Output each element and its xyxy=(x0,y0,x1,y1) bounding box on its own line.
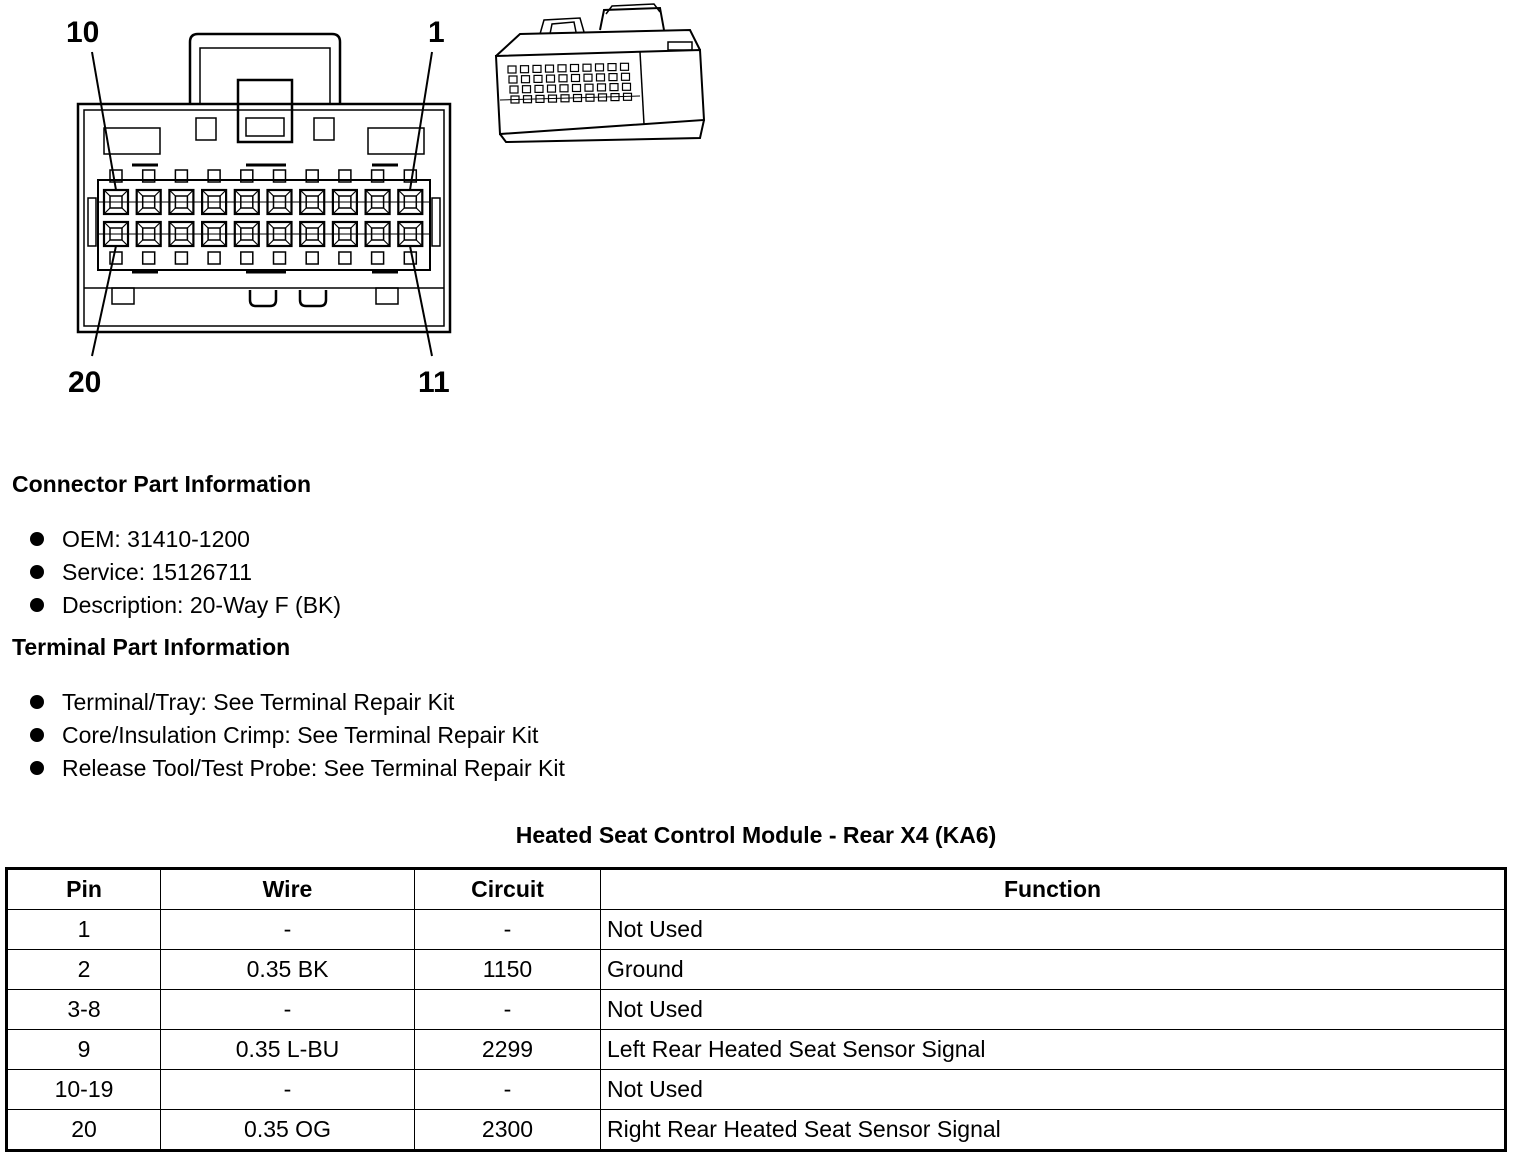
header-wire: Wire xyxy=(161,869,415,910)
cavity-3d xyxy=(547,75,555,82)
cell-wire: 0.35 BK xyxy=(161,950,415,990)
cavity-3d xyxy=(585,84,593,91)
cavity-3d xyxy=(572,75,580,82)
pin-label-10: 10 xyxy=(66,16,100,49)
bullet-text: Terminal/Tray: See Terminal Repair Kit xyxy=(62,689,455,715)
connector-face-drawing xyxy=(78,34,450,332)
cavity-3d xyxy=(546,65,554,72)
bullet-text: Release Tool/Test Probe: See Terminal Repair Kit xyxy=(62,755,565,781)
pin-table xyxy=(5,867,1507,1152)
cell-function: Not Used xyxy=(601,910,1506,950)
cavity-3d xyxy=(535,85,543,92)
terminal-part-info-heading: Terminal Part Information xyxy=(12,634,291,660)
pin-latch-window xyxy=(274,252,286,264)
cavity-3d xyxy=(622,73,630,80)
table-row xyxy=(7,1030,1506,1070)
cavity-3d xyxy=(521,66,529,73)
cell-pin: 2 xyxy=(7,950,161,990)
cavity-3d xyxy=(558,65,566,72)
cell-wire: - xyxy=(161,1070,415,1110)
cavity-3d xyxy=(598,84,606,91)
cavity-3d xyxy=(571,65,579,72)
pin-latch-window xyxy=(241,252,253,264)
table-row xyxy=(7,950,1506,990)
cavity-3d xyxy=(559,75,567,82)
cavity-3d xyxy=(548,85,556,92)
cavity-3d xyxy=(583,64,591,71)
bullet-dot xyxy=(30,695,44,709)
pin-cavities xyxy=(98,170,430,264)
connector-part-info-heading: Connector Part Information xyxy=(12,471,312,497)
bullet-dot xyxy=(30,728,44,742)
pin-latch-window xyxy=(143,252,155,264)
bullet-text: Service: 15126711 xyxy=(62,559,253,585)
cell-pin: 20 xyxy=(7,1110,161,1151)
cell-wire: 0.35 OG xyxy=(161,1110,415,1151)
cell-wire: - xyxy=(161,990,415,1030)
table-row xyxy=(7,1110,1506,1151)
cell-circuit: 2300 xyxy=(415,1110,601,1151)
pin-latch-window xyxy=(306,252,318,264)
cell-circuit: 2299 xyxy=(415,1030,601,1070)
table-header-row xyxy=(7,869,1506,910)
pin-label-1: 1 xyxy=(428,16,445,49)
cell-pin: 10-19 xyxy=(7,1070,161,1110)
cavity-3d xyxy=(610,84,618,91)
cavity-3d xyxy=(523,86,531,93)
cavity-3d xyxy=(584,74,592,81)
pin-latch-window xyxy=(208,252,220,264)
bullet-dot xyxy=(30,598,44,612)
table-row xyxy=(7,990,1506,1030)
bullet-text: OEM: 31410-1200 xyxy=(62,526,250,552)
terminal-part-info-list xyxy=(28,686,565,785)
cavity-3d xyxy=(623,83,631,90)
cell-pin: 9 xyxy=(7,1030,161,1070)
table-row xyxy=(7,910,1506,950)
cavity-3d xyxy=(573,85,581,92)
bullet-item xyxy=(28,752,565,785)
pin-latch-window xyxy=(175,252,187,264)
bullet-text: Core/Insulation Crimp: See Terminal Repair Kit xyxy=(62,722,539,748)
cavity-3d xyxy=(510,86,518,93)
cell-wire: 0.35 L-BU xyxy=(161,1030,415,1070)
pin-label-20: 20 xyxy=(68,366,102,399)
pin-latch-window xyxy=(404,252,416,264)
cell-function: Not Used xyxy=(601,1070,1506,1110)
bullet-item xyxy=(28,589,341,622)
bullet-text: Description: 20-Way F (BK) xyxy=(62,592,342,618)
cavity-3d xyxy=(522,76,530,83)
bullet-dot xyxy=(30,565,44,579)
header-pin: Pin xyxy=(7,869,161,910)
cavity-3d xyxy=(597,74,605,81)
cell-function: Left Rear Heated Seat Sensor Signal xyxy=(601,1030,1506,1070)
table-row xyxy=(7,1070,1506,1110)
cell-function: Ground xyxy=(601,950,1506,990)
cavity-3d xyxy=(621,63,629,70)
cell-pin: 1 xyxy=(7,910,161,950)
connector-figure xyxy=(0,0,760,410)
cell-pin: 3-8 xyxy=(7,990,161,1030)
cell-wire: - xyxy=(161,910,415,950)
header-function: Function xyxy=(601,869,1506,910)
header-circuit: Circuit xyxy=(415,869,601,910)
pin-latch-window xyxy=(372,252,384,264)
bullet-dot xyxy=(30,532,44,546)
cell-circuit: - xyxy=(415,910,601,950)
pin-label-11: 11 xyxy=(418,366,450,399)
bullet-item xyxy=(28,719,565,752)
cavity-3d xyxy=(509,76,517,83)
bullet-item xyxy=(28,556,341,589)
connector-part-info-list xyxy=(28,523,341,622)
cell-circuit: - xyxy=(415,1070,601,1110)
cavity-3d xyxy=(608,64,616,71)
cavity-3d xyxy=(534,75,542,82)
cell-function: Right Rear Heated Seat Sensor Signal xyxy=(601,1110,1506,1151)
cavity-3d xyxy=(533,65,541,72)
cavity-3d xyxy=(609,74,617,81)
pin-latch-window xyxy=(339,252,351,264)
cavity-3d xyxy=(596,64,604,71)
cell-circuit: - xyxy=(415,990,601,1030)
bullet-item xyxy=(28,686,565,719)
bullet-dot xyxy=(30,761,44,775)
table-title: Heated Seat Control Module - Rear X4 (KA6) xyxy=(515,822,997,848)
cavity-3d xyxy=(508,66,516,73)
cell-function: Not Used xyxy=(601,990,1506,1030)
cell-circuit: 1150 xyxy=(415,950,601,990)
bullet-item xyxy=(28,523,341,556)
cavity-3d xyxy=(560,85,568,92)
